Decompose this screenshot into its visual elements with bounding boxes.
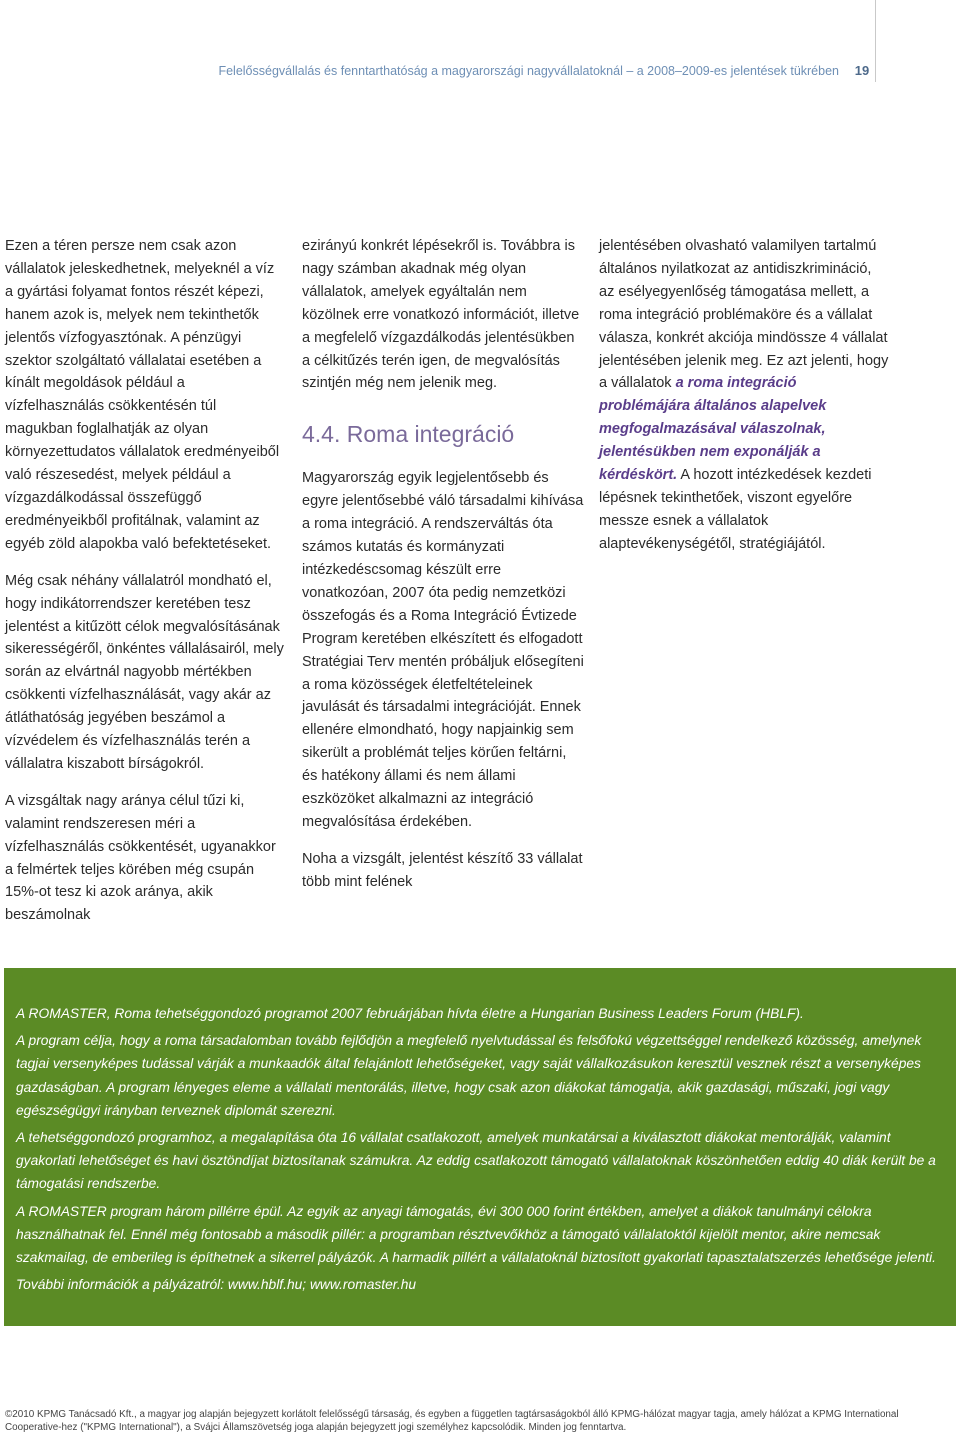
- copyright-footer: ©2010 KPMG Tanácsadó Kft., a magyar jog alapján bejegyzett korlátolt felelősségű társaság, és egyben a független tagtársaságokból álló KPMG-hálózat magyar tagja, amely hálózat a KPMG International Cooperative-hez ("KPMG International"), a Svájci Államszövetség joga alapján bejegyzett jogi személyhez kapcsolódik. Minden jog fenntartva.: [5, 1409, 899, 1433]
- paragraph: Ezen a téren persze nem csak azon vállalatok jeleskedhetnek, melyeknél a víz a gyártási folyamat fontos részét képezi, hanem azok is, melyek nem tekinthetők jelentős vízfogyasztónak. A pénzügyi szektor szolgáltató vállalatai esetében a kínált megoldások például a vízfelhasználás csökkentésén túl magukban foglalhatják az olyan környezettudatos vállalatok eredményeiből való részesedést, melyek például a vízgazdálkodással összefüggő eredményeikből profitálnak, valamint az egyéb zöld alapokba való befektetéseket.: [5, 238, 280, 552]
- text-column-2: [302, 235, 584, 908]
- header-divider: [875, 0, 876, 82]
- paragraph: ezirányú konkrét lépésekről is. Továbbra is nagy számban akadnak még olyan vállalatok, amelyek egyáltalán nem közölnek erre vonatkozó információt, illetve a megfelelő vízgazdálkodás jelentésükben a célkitűzés terén igen, de megvalósítás szintjén még nem jelenik meg.: [302, 238, 580, 392]
- paragraph-text: A hozott intézkedések kezdeti lépésnek tekinthetőek, viszont egyelőre messze esnek a vállalatok alaptevékenységétől, stratégiájától.: [599, 467, 872, 552]
- text-column-1: [5, 235, 285, 941]
- paragraph: Magyarország egyik legjelentősebb és egyre jelentősebbé váló társadalmi kihívása a roma integráció. A rendszerváltás óta számos kutatás és kormányzati intézkedéscsomag készült erre vonatkozóan, 2007 óta pedig nemzetközi összefogás és a Roma Integráció Évtizede Program keretében elkészített és elfogadott Stratégiai Terv mentén próbáljuk elősegíteni a roma közösségek életfeltételeinek javulását és társadalmi integrációját. Ennek ellenére elmondható, hogy napjainkig sem sikerült a problémát teljes körűen feltárni, és hatékony állami és nem állami eszközöket alkalmazni az integráció megvalósítása érdekében.: [302, 470, 584, 830]
- box-links: További információk a pályázatról: www.hblf.hu; www.romaster.hu: [16, 1277, 417, 1293]
- text-column-3: [599, 235, 889, 570]
- paragraph: Még csak néhány vállalatról mondható el, hogy indikátorrendszer keretében tesz jelentést a kitűzött célok megvalósításának sikerességéről, önkéntes vállalásairól, mely során az elvártnál nagyobb mértékben csökkenti vízfelhasználását, vagy akár az átláthatóság jegyében beszámol a vízvédelem és vízfelhasználás terén a vállalatra kiszabott bírságokról.: [5, 572, 284, 772]
- section-heading: 4.4. Roma integráció: [302, 421, 515, 448]
- box-paragraph: A tehetséggondozó programhoz, a megalapítása óta 16 vállalat csatlakozott, amelyek munkatársai a kiválasztott diákokat mentorálják, valamint gyakorlati lehetőséget és havi ösztöndíjat biztosítanak számukra. Az eddig csatlakozott támogató vállalatoknak köszönhetően eddig 40 diák került be a támogatási rendszerbe.: [16, 1130, 936, 1192]
- running-title: Felelősségvállalás és fenntarthatóság a magyarországi nagyvállalatoknál – a 2008–2009-es jelentések tükrében: [218, 64, 839, 78]
- paragraph: Noha a vizsgált, jelentést készítő 33 vállalat több mint felének: [302, 850, 583, 890]
- paragraph-text: jelentésében olvasható valamilyen tartalmú általános nyilatkozat az antidiszkrimináció, az esélyegyenlőség támogatása mellett, a roma integráció problémaköre és a vállalat válasza, konkrét akciója mindössze 4 vállalat jelentésében jelenik meg. Ez azt jelenti, hogy a vállalatok: [599, 238, 889, 392]
- romaster-info-box: [4, 968, 956, 1326]
- paragraph: A vizsgáltak nagy aránya célul tűzi ki, valamint rendszeresen méri a vízfelhasználás csökkentését, ugyanakkor a felmértek teljes körében még csupán 15%-ot tesz ki azok aránya, akik beszámolnak: [5, 792, 276, 924]
- emphasized-statement: a roma integráció problémájára általános alapelvek megfogalmazásával válaszolnak, jelentésükben nem exponálják a kérdéskört.: [599, 375, 827, 484]
- page-number: 19: [854, 63, 870, 78]
- box-paragraph: A program célja, hogy a roma társadalomban tovább fejlődjön a megfelelő nyelvtudással és felsőfokú végzettséggel rendelkező közösség, amelynek tagjai versenyképes tudással várják a munkaadók által felajánlott lehetőségeket, vagy saját vállalkozásukon keresztül vesznek részt a versenyképes gazdaságban. A program lényeges eleme a vállalati mentorálás, illetve, hogy csak azon diákokat támogatja, akik gazdasági, műszaki, jogi vagy egészségügyi irányban terveznek diplomát szerezni.: [16, 1033, 922, 1118]
- box-paragraph: A ROMASTER program három pillérre épül. Az egyik az anyagi támogatás, évi 300 000 forint értékben, amelyet a diákok tanulmányi célokra használhatnak fel. Ennél még fontosabb a második pillér: a programban résztvevőkhöz a támogató vállalatoktól kijelölt mentor, akire nemcsak szakmailag, de emberileg is építhetnek a sikerrel pályázók. A harmadik pillért a vállalatoknál biztosított gyakorlati tapasztalatszerzés lehetősége jelenti.: [16, 1203, 937, 1266]
- paragraph: [599, 235, 889, 556]
- box-paragraph: A ROMASTER, Roma tehetséggondozó programot 2007 februárjában hívta életre a Hungarian Business Leaders Forum (HBLF).: [16, 1006, 804, 1021]
